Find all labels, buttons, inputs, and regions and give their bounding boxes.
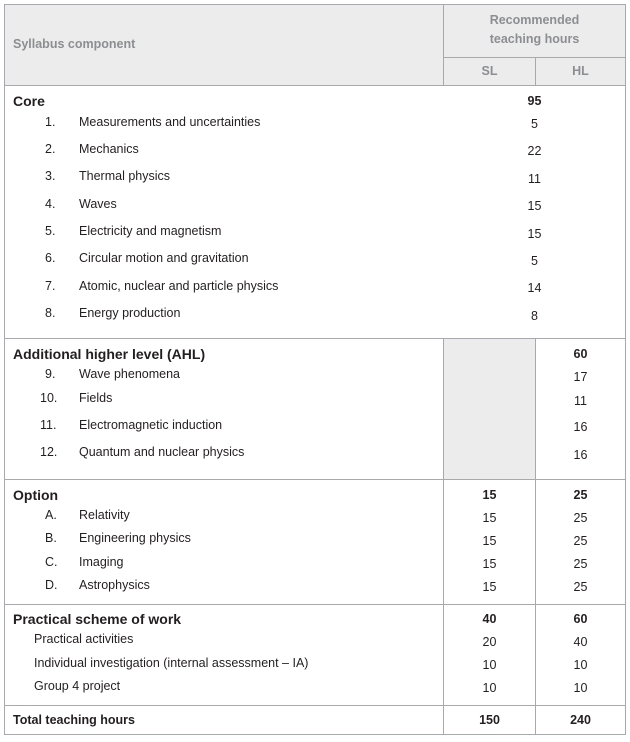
total-label: Total teaching hours <box>13 713 135 727</box>
item-hl-hours: 17 <box>573 370 588 384</box>
item-hours: 15 <box>527 199 542 213</box>
item-label: Quantum and nuclear physics <box>79 445 245 459</box>
item-label: Fields <box>79 391 113 405</box>
total-hl-hours: 240 <box>570 713 591 727</box>
item-hours: 22 <box>527 144 542 158</box>
item-number: D. <box>45 578 58 592</box>
item-number: 11. <box>40 418 57 432</box>
item-hl-hours: 16 <box>573 420 588 434</box>
core-section-title: Core <box>13 93 45 109</box>
item-hl-hours: 11 <box>574 394 587 408</box>
item-number: 10. <box>40 391 58 405</box>
item-hl-hours: 25 <box>573 534 588 548</box>
item-number: 12. <box>40 445 58 459</box>
total-sl-hours: 150 <box>479 713 500 727</box>
item-sl-hours: 15 <box>482 580 497 594</box>
row-divider <box>5 479 625 480</box>
item-hours: 15 <box>527 227 542 241</box>
item-label: Electromagnetic induction <box>79 418 223 432</box>
row-divider <box>5 604 625 605</box>
item-label: Wave phenomena <box>79 367 180 381</box>
item-label: Astrophysics <box>79 578 150 592</box>
item-hl-hours: 10 <box>573 681 588 695</box>
practical-hl-hours: 60 <box>573 612 588 626</box>
item-sl-hours: 15 <box>482 511 497 525</box>
item-sl-hours: 15 <box>482 534 497 548</box>
item-label: Group 4 project <box>34 679 121 693</box>
item-label: Electricity and magnetism <box>79 224 222 238</box>
hours-header-line1: Recommended <box>489 13 580 27</box>
item-label: Individual investigation (internal assessment – IA) <box>34 656 309 670</box>
hours-column-header <box>444 11 625 49</box>
item-number: 1. <box>45 115 56 129</box>
ahl-hl-hours: 60 <box>573 347 588 361</box>
core-combined-hours: 95 <box>527 94 542 108</box>
item-number: A. <box>45 508 57 522</box>
item-sl-hours: 15 <box>482 557 497 571</box>
ahl-section-title: Additional higher level (AHL) <box>13 346 206 362</box>
row-divider <box>5 705 625 706</box>
item-hl-hours: 40 <box>573 635 588 649</box>
item-hours: 5 <box>531 254 538 268</box>
item-sl-hours: 10 <box>482 681 497 695</box>
header-divider <box>443 57 625 58</box>
item-label: Circular motion and gravitation <box>79 251 249 265</box>
syllabus-table <box>4 4 626 735</box>
item-sl-hours: 10 <box>482 658 497 672</box>
item-hours: 14 <box>527 281 542 295</box>
item-label: Relativity <box>79 508 130 522</box>
item-label: Imaging <box>79 555 124 569</box>
item-hours: 11 <box>528 172 541 186</box>
row-divider <box>5 85 625 86</box>
sl-column-header: SL <box>481 64 498 78</box>
hl-column-header: HL <box>572 64 589 78</box>
ahl-sl-empty-cell <box>444 339 535 479</box>
item-label: Practical activities <box>34 632 134 646</box>
item-label: Thermal physics <box>79 169 170 183</box>
item-label: Waves <box>79 197 117 211</box>
item-label: Mechanics <box>79 142 139 156</box>
item-hl-hours: 25 <box>573 557 588 571</box>
item-hl-hours: 25 <box>573 580 588 594</box>
item-number: B. <box>45 531 57 545</box>
item-label: Measurements and uncertainties <box>79 115 261 129</box>
item-label: Atomic, nuclear and particle physics <box>79 279 279 293</box>
item-label: Energy production <box>79 306 181 320</box>
practical-sl-hours: 40 <box>482 612 497 626</box>
item-number: 7. <box>45 279 56 293</box>
item-number: 5. <box>45 224 56 238</box>
item-number: 4. <box>45 197 56 211</box>
item-hl-hours: 16 <box>573 448 588 462</box>
item-hours: 8 <box>531 309 538 323</box>
item-number: 8. <box>45 306 56 320</box>
item-number: 9. <box>45 367 56 381</box>
item-hl-hours: 10 <box>573 658 588 672</box>
row-divider <box>5 338 625 339</box>
item-hl-hours: 25 <box>573 511 588 525</box>
item-number: C. <box>45 555 58 569</box>
item-number: 2. <box>45 142 56 156</box>
option-section-title: Option <box>13 487 59 503</box>
item-sl-hours: 20 <box>482 635 497 649</box>
component-column-header: Syllabus component <box>13 37 136 51</box>
item-hours: 5 <box>531 117 538 131</box>
item-label: Engineering physics <box>79 531 191 545</box>
option-hl-hours: 25 <box>573 488 588 502</box>
practical-section-title: Practical scheme of work <box>13 611 182 627</box>
item-number: 3. <box>45 169 56 183</box>
hours-header-line2: teaching hours <box>489 32 580 46</box>
item-number: 6. <box>45 251 56 265</box>
option-sl-hours: 15 <box>482 488 497 502</box>
